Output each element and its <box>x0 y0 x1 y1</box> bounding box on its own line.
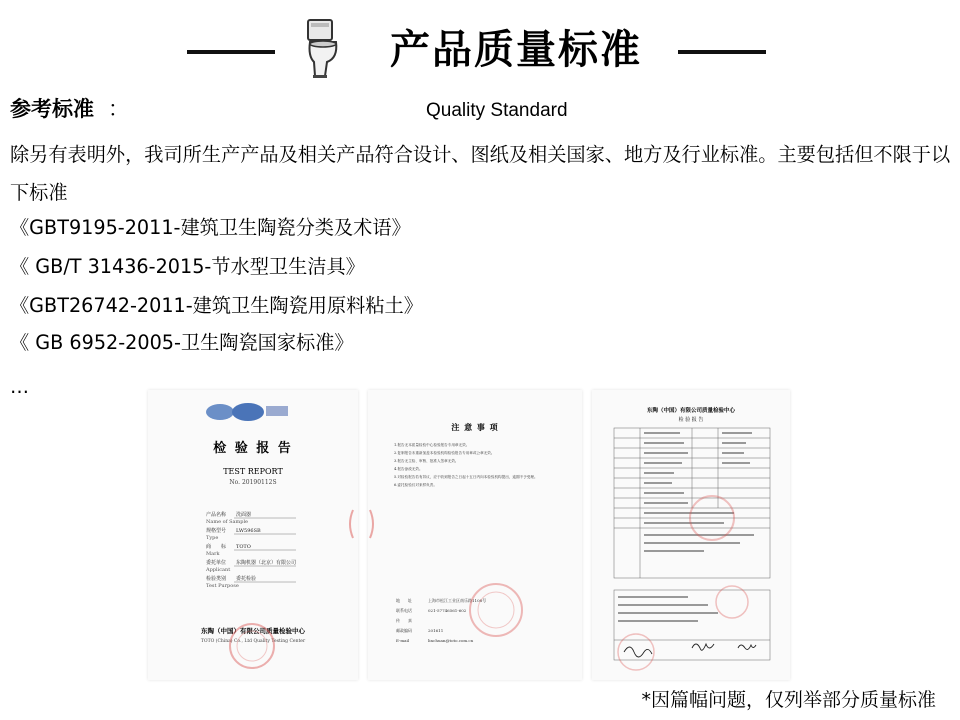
contact-value: 021-57746561-602 <box>428 608 467 613</box>
footnote: *因篇幅问题，仅列举部分质量标准 <box>641 689 936 711</box>
reference-colon: ： <box>108 97 129 121</box>
standard-item: 《 GB/T 31436-2015-节水型卫生洁具》 <box>10 255 365 278</box>
intro-paragraph: 除另有表明外，我司所生产产品及相关产品符合设计、图纸及相关国家、地方及行业标准。主要包括但不限于以下标准 <box>10 143 951 204</box>
field-label-en: Mark <box>206 551 220 557</box>
standard-item: 《GBT26742-2011-建筑卫生陶瓷用原料粘土》 <box>10 294 423 317</box>
notice-item: 4.报告涂改无效。 <box>394 467 423 471</box>
contact-label: 邮政编码 <box>396 628 412 633</box>
report-cover-image <box>148 390 358 680</box>
contact-label: 联系电话 <box>396 608 412 613</box>
toilet-icon <box>305 18 341 80</box>
report-subtitle: TEST REPORT <box>223 467 283 476</box>
notice-item: 3.报告无主检、审核、批准人签章无效。 <box>394 459 459 463</box>
field-label-en: Test Purpose <box>206 583 239 589</box>
issuer-name: 东陶（中国）有限公司质量检验中心 <box>201 627 305 635</box>
field-value: 委托检验 <box>236 576 257 582</box>
signatures <box>624 644 756 657</box>
field-label-en: Type <box>206 535 219 541</box>
field-label: 规格型号 <box>206 528 227 534</box>
page-header <box>0 18 960 88</box>
field-value: TOTO <box>236 544 251 550</box>
reference-row <box>10 94 950 124</box>
page-title: 产品质量标准 <box>390 27 642 73</box>
reference-label: 参考标准 <box>10 97 94 121</box>
field-label-en: Applicant <box>206 567 231 573</box>
contact-value: linchuan@toto.com.cn <box>428 638 474 643</box>
field-label: 商 标 <box>206 544 227 550</box>
issuer-name-en: TOTO (China) Co., Ltd Quality Testing Center <box>200 639 306 644</box>
field-value: 洗面器 <box>236 512 252 518</box>
contact-value: 上海市松江工业区南乐路1108号 <box>428 598 487 603</box>
contact-label: 传 真 <box>396 618 412 623</box>
certification-logos <box>206 403 288 421</box>
notice-title: 注 意 事 项 <box>451 422 499 432</box>
red-seal-icon <box>618 634 654 670</box>
title-decor-line-left <box>187 50 275 54</box>
notice-item: 6.委托检验仅对来样负责。 <box>394 483 437 487</box>
field-value: 东陶机器（北京）有限公司 <box>236 560 297 566</box>
report-title: 检 验 报 告 <box>213 441 293 456</box>
field-label: 产品名称 <box>206 512 227 518</box>
field-label: 委托单位 <box>206 560 227 566</box>
standard-item: 《 GB 6952-2005-卫生陶瓷国家标准》 <box>10 331 354 354</box>
notice-item: 2.复制报告未重新加盖本检验机构检验报告专用章或公章无效。 <box>394 451 495 455</box>
title-decor-line-right <box>678 50 766 54</box>
standard-item: 《GBT9195-2011-建筑卫生陶瓷分类及术语》 <box>10 216 411 239</box>
report-number: No. 20190112S <box>229 479 277 486</box>
ellipsis: … <box>10 376 29 398</box>
notice-item: 1.报告无本质量检验中心检验报告专用章无效。 <box>394 443 470 447</box>
red-seal-icon <box>716 586 748 618</box>
detail-org: 东陶（中国）有限公司质量检验中心 <box>646 408 736 414</box>
contact-label: E-mail <box>396 638 410 643</box>
field-label-en: Name of Sample <box>206 519 249 525</box>
notice-page-image <box>368 390 582 680</box>
detail-title: 检 验 报 告 <box>678 417 704 423</box>
contact-value: 201611 <box>428 628 444 633</box>
field-label: 检验类别 <box>206 576 227 582</box>
reference-english: Quality Standard <box>426 100 568 121</box>
report-detail-image <box>592 390 790 680</box>
field-value: LW596SB <box>236 528 261 534</box>
notice-item: 5.对检验报告若有异议，应于收到报告之日起十五日内向本检验机构提出，逾期不予受理。 <box>394 475 538 479</box>
contact-label: 地 址 <box>396 598 412 603</box>
